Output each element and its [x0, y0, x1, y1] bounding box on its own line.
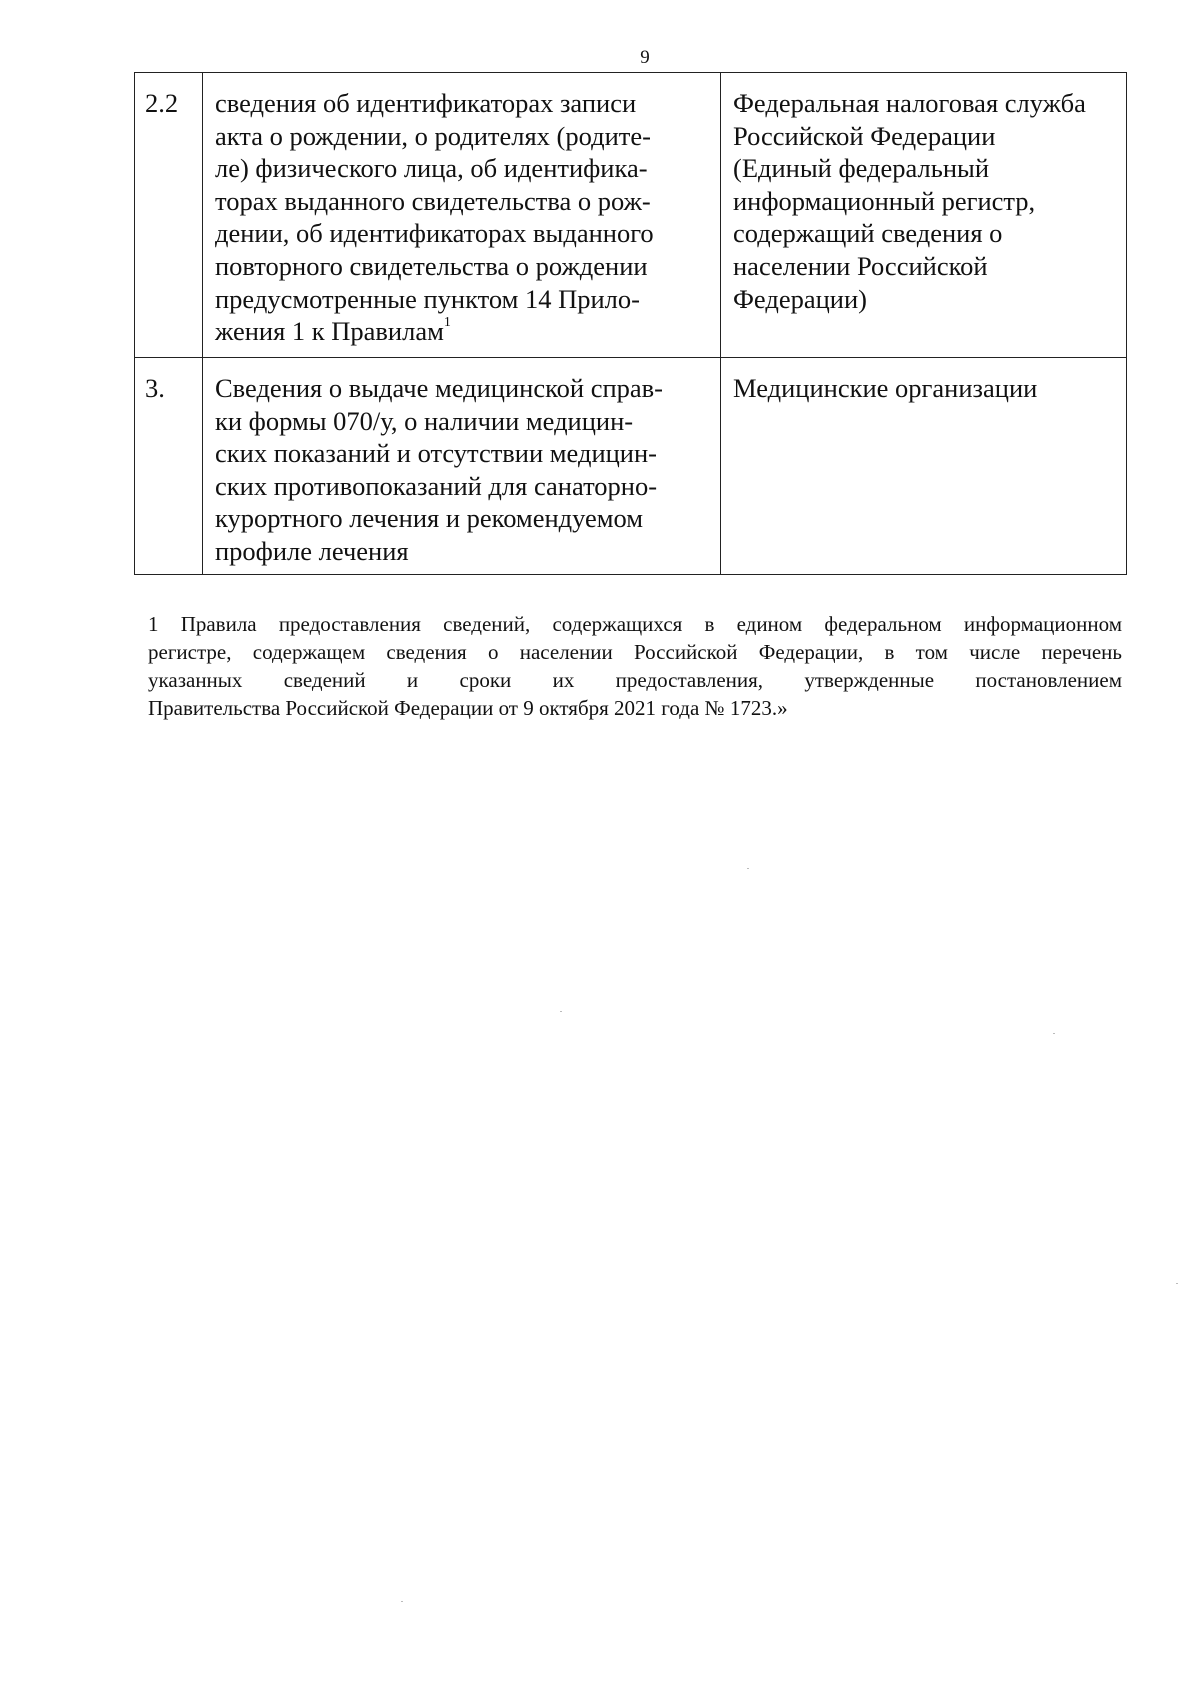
source-line: содержащий сведения о — [733, 218, 1003, 249]
description-line: Сведения о выдаче медицинской справ- — [215, 373, 663, 403]
footnote-line: указанных сведений и сроки их предоставления, утвержденные постановлением — [148, 668, 1122, 692]
source-line: информационный регистр, — [733, 185, 1036, 216]
source-line: Медицинские организации — [733, 373, 1038, 403]
scan-speck — [560, 1011, 562, 1012]
description-cell — [203, 358, 721, 575]
source-line: (Единый федеральный — [733, 153, 990, 184]
description-line: ских противопоказаний для санаторно- — [215, 470, 658, 501]
description-line: повторного свидетельства о рождении — [215, 250, 648, 281]
source-line: Российской Федерации — [733, 120, 996, 151]
footnote-line: 1 Правила предоставления сведений, содержащихся в едином федеральном информационном — [148, 612, 1122, 636]
footnote-reference: 1 — [443, 315, 451, 331]
description-line: профиле лечения — [215, 535, 409, 566]
description-cell — [203, 73, 721, 358]
row-number: 3. — [145, 373, 165, 403]
source-cell — [721, 358, 1127, 575]
source-line: населении Российской — [733, 250, 988, 281]
scan-speck — [1176, 1283, 1178, 1284]
row-number-cell — [135, 73, 203, 358]
description-line: торах выданного свидетельства о рож- — [215, 185, 651, 216]
description-line: жения 1 к Правилам — [215, 316, 444, 347]
description-line-last — [215, 315, 710, 348]
row-number-cell — [135, 358, 203, 575]
description-line: ских показаний и отсутствии медицин- — [215, 438, 657, 469]
description-line: ки формы 070/у, о наличии медицин- — [215, 405, 634, 436]
footnote — [148, 610, 1122, 722]
source-line: Федерации) — [733, 283, 867, 314]
source-line: Федеральная налоговая служба — [733, 88, 1086, 118]
footnote-line: регистре, содержащем сведения о населении Российской Федерации, в том числе перечень — [148, 640, 1122, 664]
scan-speck — [747, 868, 749, 869]
description-line: дении, об идентификаторах выданного — [215, 218, 654, 249]
table-row — [135, 73, 1127, 358]
description-line: акта о рождении, о родителях (родите- — [215, 120, 651, 151]
data-table — [134, 72, 1127, 575]
scan-speck — [401, 1601, 403, 1602]
description-line: сведения об идентификаторах записи — [215, 88, 637, 118]
description-line: курортного лечения и рекомендуемом — [215, 503, 644, 534]
source-cell — [721, 73, 1127, 358]
row-number: 2.2 — [145, 88, 179, 118]
page-number: 9 — [640, 47, 650, 68]
table-row — [135, 358, 1127, 575]
footnote-line: Правительства Российской Федерации от 9 октября 2021 года № 1723.» — [148, 696, 788, 720]
scan-speck — [1053, 1033, 1055, 1034]
description-line: предусмотренные пунктом 14 Прило- — [215, 283, 640, 314]
description-line: ле) физического лица, об идентифика- — [215, 153, 648, 184]
